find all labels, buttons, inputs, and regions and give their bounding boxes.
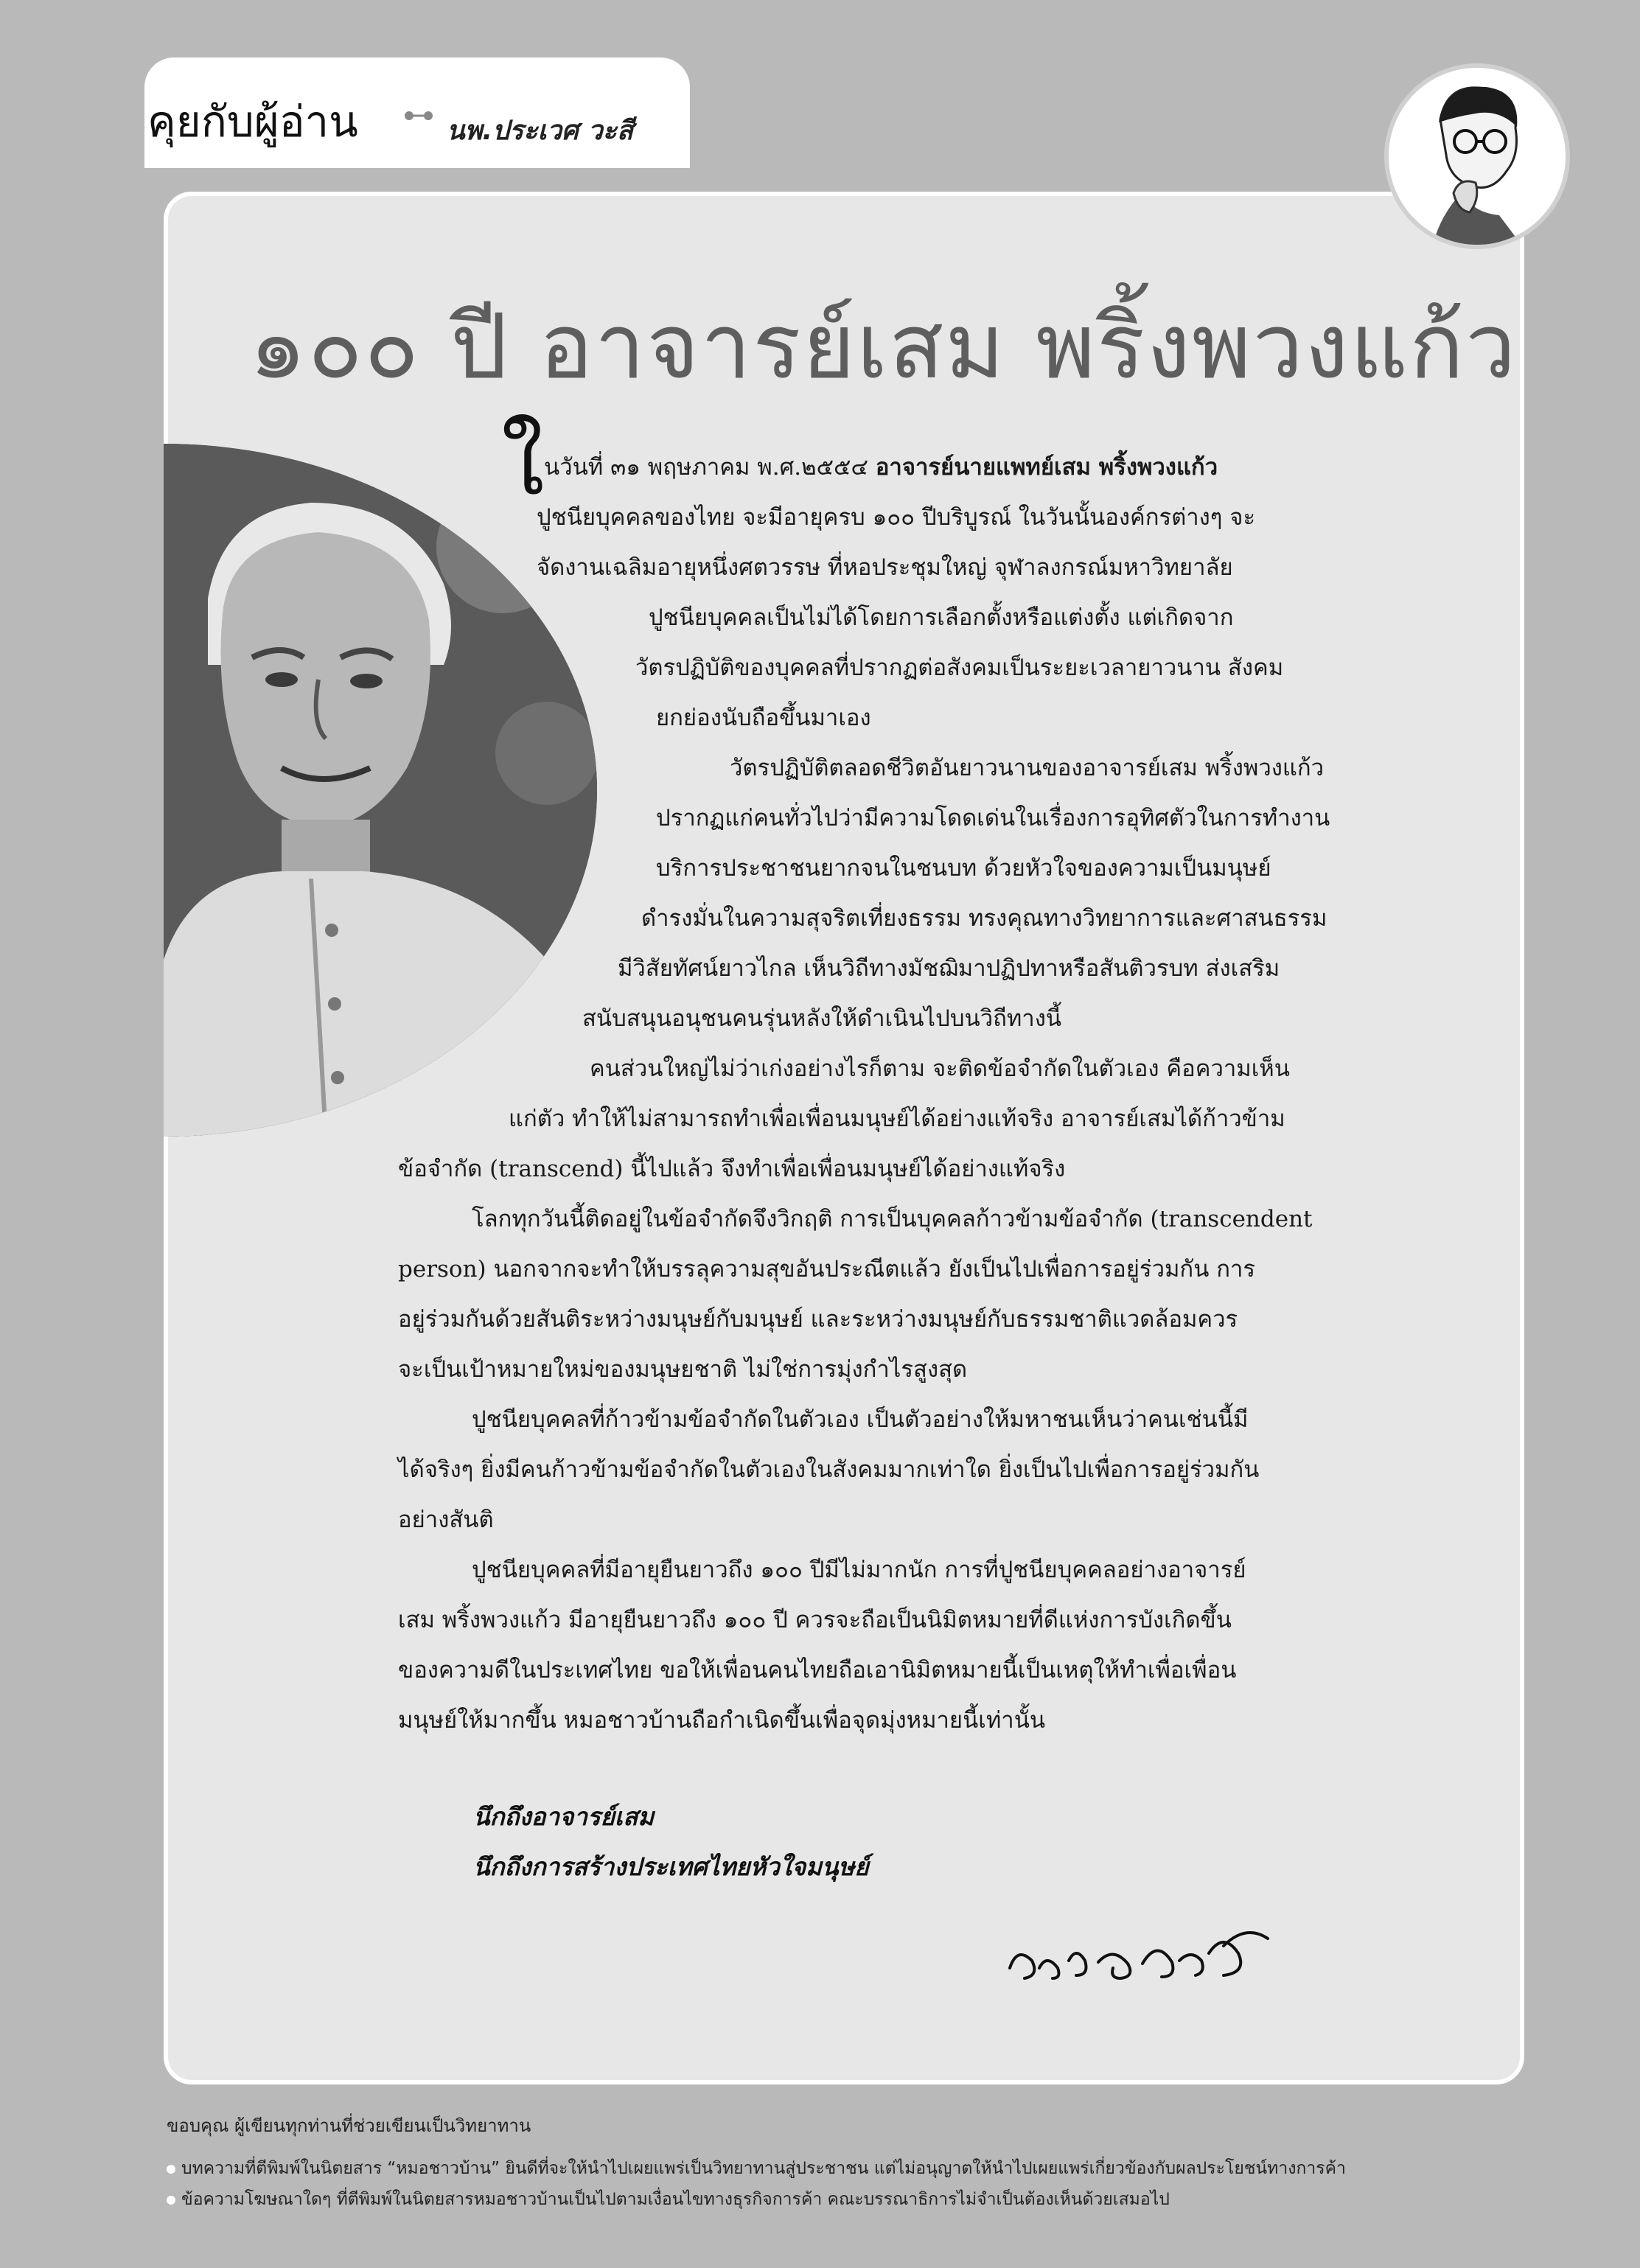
article-line: [590, 1050, 1290, 1086]
article-line-text: บริการประชาชนยากจนในชนบท ด้วยหัวใจของความเป็นมนุษย์: [656, 855, 1271, 882]
footer-note-text: ข้อความโฆษณาใดๆ ที่ตีพิมพ์ในนิตยสารหมอชาวบ้านเป็นไปตามเงื่อนไขทางธุรกิจการค้า คณะบรรณาธิการไม่จำเป็นต้องเห็นด้วยเสมอไป: [181, 2190, 1170, 2209]
column-title: คุยกับผู้อ่าน: [147, 97, 358, 147]
article-line-text: ปูชนียบุคคลที่ก้าวข้ามข้อจำกัดในตัวเอง เป็นตัวอย่างให้มหาชนเห็นว่าคนเช่นนี้มี: [472, 1406, 1249, 1433]
article-line: [730, 749, 1324, 786]
article-line-text: ได้จริงๆ ยิ่งมีคนก้าวข้ามข้อจำกัดในตัวเองในสังคมมากเท่าใด ยิ่งเป็นไปเพื่อการอยู่ร่วมกัน: [398, 1456, 1260, 1483]
author-sketch-icon: [1389, 68, 1566, 245]
column-separator-icon: [404, 111, 433, 121]
author-portrait: [1384, 63, 1570, 249]
article-line: [398, 1451, 1259, 1487]
article-line-text: ปรากฏแก่คนทั่วไปว่ามีความโดดเด่นในเรื่องการอุทิศตัวในการทำงาน: [656, 805, 1330, 831]
article-line: [398, 1701, 1045, 1738]
article-line: [398, 1300, 1238, 1337]
article-line-text: จะเป็นเป้าหมายใหม่ของมนุษยชาติ ไม่ใช่การมุ่งกำไรสูงสุด: [398, 1356, 968, 1383]
article-line-text: ปูชนียบุคคลเป็นไม่ได้โดยการเลือกตั้งหรือแต่งตั้ง แต่เกิดจาก: [649, 604, 1234, 631]
article-line-text: แก่ตัว ทำให้ไม่สามารถทำเพื่อเพื่อนมนุษย์ได้อย่างแท้จริง อาจารย์เสมได้ก้าวข้าม: [509, 1106, 1285, 1132]
article-line: [537, 498, 1255, 535]
article-line-text: โลกทุกวันนี้ติดอยู่ในข้อจำกัดจึงวิกฤติ การเป็นบุคคลก้าวข้ามข้อจำกัด (transcendent: [472, 1206, 1313, 1232]
article-line: [472, 1200, 1313, 1237]
article-line: [656, 699, 871, 736]
article-line: [398, 1350, 967, 1387]
article-line: [582, 999, 1061, 1036]
article-line-text: มนุษย์ให้มากขึ้น หมอชาวบ้านถือกำเนิดขึ้นเพื่อจุดมุ่งหมายนี้เท่านั้น: [398, 1707, 1046, 1734]
article-line: [398, 1651, 1236, 1688]
article-line-text: วัตรปฏิบัติตลอดชีวิตอันยาวนานของอาจารย์เสม พริ้งพวงแก้ว: [730, 755, 1325, 781]
article-line: [656, 799, 1330, 836]
article-line: [509, 1100, 1285, 1137]
article-line-text: สนับสนุนอนุชนคนรุ่นหลังให้ดำเนินไปบนวิถีทางนี้: [582, 1005, 1062, 1032]
article-line: [618, 949, 1280, 986]
article-line-text: ของความดีในประเทศไทย ขอให้เพื่อนคนไทยถือเอานิมิตหมายนี้เป็นเหตุให้ทำเพื่อเพื่อน: [398, 1657, 1237, 1683]
article-line-text: อย่างสันติ: [398, 1507, 494, 1533]
closing-line-1: นึกถึงอาจารย์เสม: [473, 1802, 655, 1831]
article-subject-name: อาจารย์นายแพทย์เสม พริ้งพวงแก้ว: [875, 454, 1218, 481]
article-line: [656, 849, 1271, 886]
article-line: [398, 1250, 1255, 1287]
bullet-icon: [167, 2165, 175, 2174]
closing-line-2: นึกถึงการสร้างประเทศไทยหัวใจมนุษย์: [473, 1852, 869, 1881]
footer-note-text: บทความที่ตีพิมพ์ในนิตยสาร “หมอชาวบ้าน” ยินดีที่จะให้นำไปเผยแพร่เป็นวิทยาทานสู่ประชาชน แต่ไม่อนุญาตให้นำไปเผยแพร่เกี่ยวข้องกับผลประโยชน์ทางการค้า: [181, 2159, 1346, 2178]
article-line: [537, 548, 1233, 585]
author-signature: [1002, 1916, 1283, 1997]
article-line: [398, 1501, 494, 1538]
article-line: [544, 448, 1218, 485]
article-line-text: ยกย่องนับถือขึ้นมาเอง: [656, 705, 871, 731]
article-line-text: person) นอกจากจะทำให้บรรลุความสุขอันประณีตแล้ว ยังเป็นไปเพื่อการอยู่ร่วมกัน การ: [398, 1256, 1256, 1283]
article-line: [398, 1150, 1065, 1187]
column-author: นพ.ประเวศ วะสี: [447, 116, 633, 146]
article-line-text: นวันที่ ๓๑ พฤษภาคม พ.ศ.๒๕๕๔: [544, 454, 876, 481]
article-line-text: จัดงานเฉลิมอายุหนึ่งศตวรรษ ที่หอประชุมใหญ่ จุฬาลงกรณ์มหาวิทยาลัย: [537, 554, 1233, 581]
bullet-icon: [167, 2196, 175, 2205]
article-line-text: ปูชนียบุคคลที่มีอายุยืนยาวถึง ๑๐๐ ปีมีไม่มากนัก การที่ปูชนียบุคคลอย่างอาจารย์: [472, 1557, 1246, 1583]
article-line-text: ปูชนียบุคคลของไทย จะมีอายุครบ ๑๐๐ ปีบริบูรณ์ ในวันนั้นองค์กรต่างๆ จะ: [537, 504, 1256, 531]
footer-thanks: ขอบคุณ ผู้เขียนทุกท่านที่ช่วยเขียนเป็นวิทยาทาน: [167, 2115, 531, 2136]
article-line-text: วัตรปฏิบัติของบุคคลที่ปรากฏต่อสังคมเป็นระยะเวลายาวนาน สังคม: [635, 655, 1284, 681]
drop-cap: ใ: [501, 413, 545, 515]
article-line-text: เสม พริ้งพวงแก้ว มีอายุยืนยาวถึง ๑๐๐ ปี ควรจะถือเป็นนิมิตหมายที่ดีแห่งการบังเกิดขึ้น: [398, 1607, 1232, 1633]
article-line: [472, 1400, 1248, 1437]
article-line: [472, 1551, 1246, 1588]
article-line: [641, 899, 1327, 936]
footer-note-1: [167, 2155, 1346, 2182]
article-line-text: ข้อจำกัด (transcend) นี้ไปแล้ว จึงทำเพื่อเพื่อนมนุษย์ได้อย่างแท้จริง: [398, 1156, 1066, 1182]
article-title: ๑๐๐ ปี อาจารย์เสม พริ้งพวงแก้ว: [249, 294, 1518, 399]
footer-note-2: [167, 2186, 1170, 2213]
article-line-text: มีวิสัยทัศน์ยาวไกล เห็นวิถีทางมัชฌิมาปฏิปทาหรือสันติวรบท ส่งเสริม: [618, 955, 1280, 982]
article-line: [649, 599, 1233, 635]
article-line-text: ดำรงมั่นในความสุจริตเที่ยงธรรม ทรงคุณทางวิทยาการและศาสนธรรม: [641, 905, 1327, 932]
article-line-text: อยู่ร่วมกันด้วยสันติระหว่างมนุษย์กับมนุษย์ และระหว่างมนุษย์กับธรรมชาติแวดล้อมควร: [398, 1306, 1238, 1333]
article-line: [398, 1601, 1232, 1638]
article-line: [635, 649, 1283, 685]
article-line-text: คนส่วนใหญ่ไม่ว่าเก่งอย่างไรก็ตาม จะติดข้อจำกัดในตัวเอง คือความเห็น: [590, 1056, 1290, 1082]
